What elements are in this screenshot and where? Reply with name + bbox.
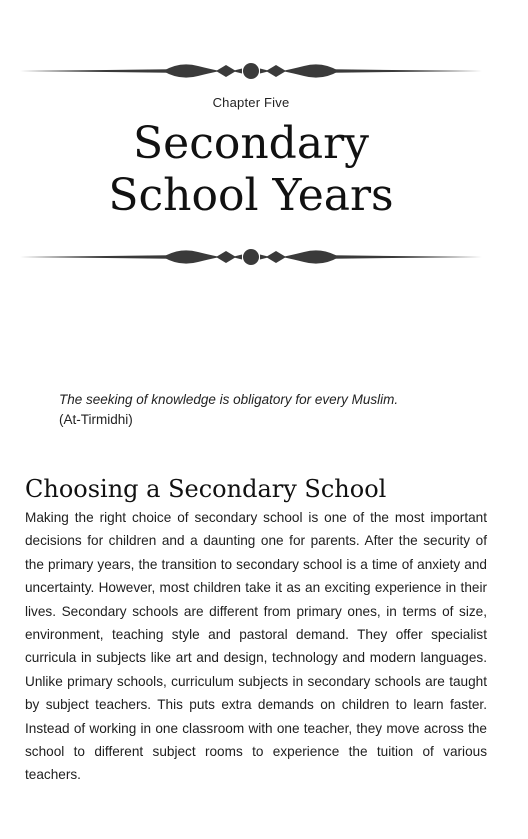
chapter-title-line-1: Secondary [133,118,369,169]
epigraph-quote: The seeking of knowledge is obligatory for every Muslim. [59,392,399,407]
epigraph-source: (At-Tirmidhi) [59,412,133,427]
epigraph [59,390,479,430]
chapter-label: Chapter Five [212,95,290,110]
body-paragraph: Making the right choice of secondary school is one of the most important decisions for children and a daunting one for parents. After the security of the primary years, the transition to secondary school is a time of anxiety and uncertainty. However, most children take it as an exciting experience in their lives. Secondary schools are different from primary ones, in terms of size, environment, teaching style and pastoral demand. They offer specialist curricula in subjects like art and design, technology and modern languages. Unlike primary schools, curriculum subjects in secondary schools are taught by subject teachers. This puts extra demands on children to learn faster. Instead of working in one classroom with one teacher, they move across the school to different subject rooms to experience the tuition of various teachers. [25,510,487,783]
chapter-title [0,118,502,222]
decorative-divider-bottom [20,242,482,272]
section-heading: Choosing a Secondary School [25,475,387,503]
chapter-title-line-2: School Years [108,170,394,221]
decorative-divider-top [20,56,482,86]
